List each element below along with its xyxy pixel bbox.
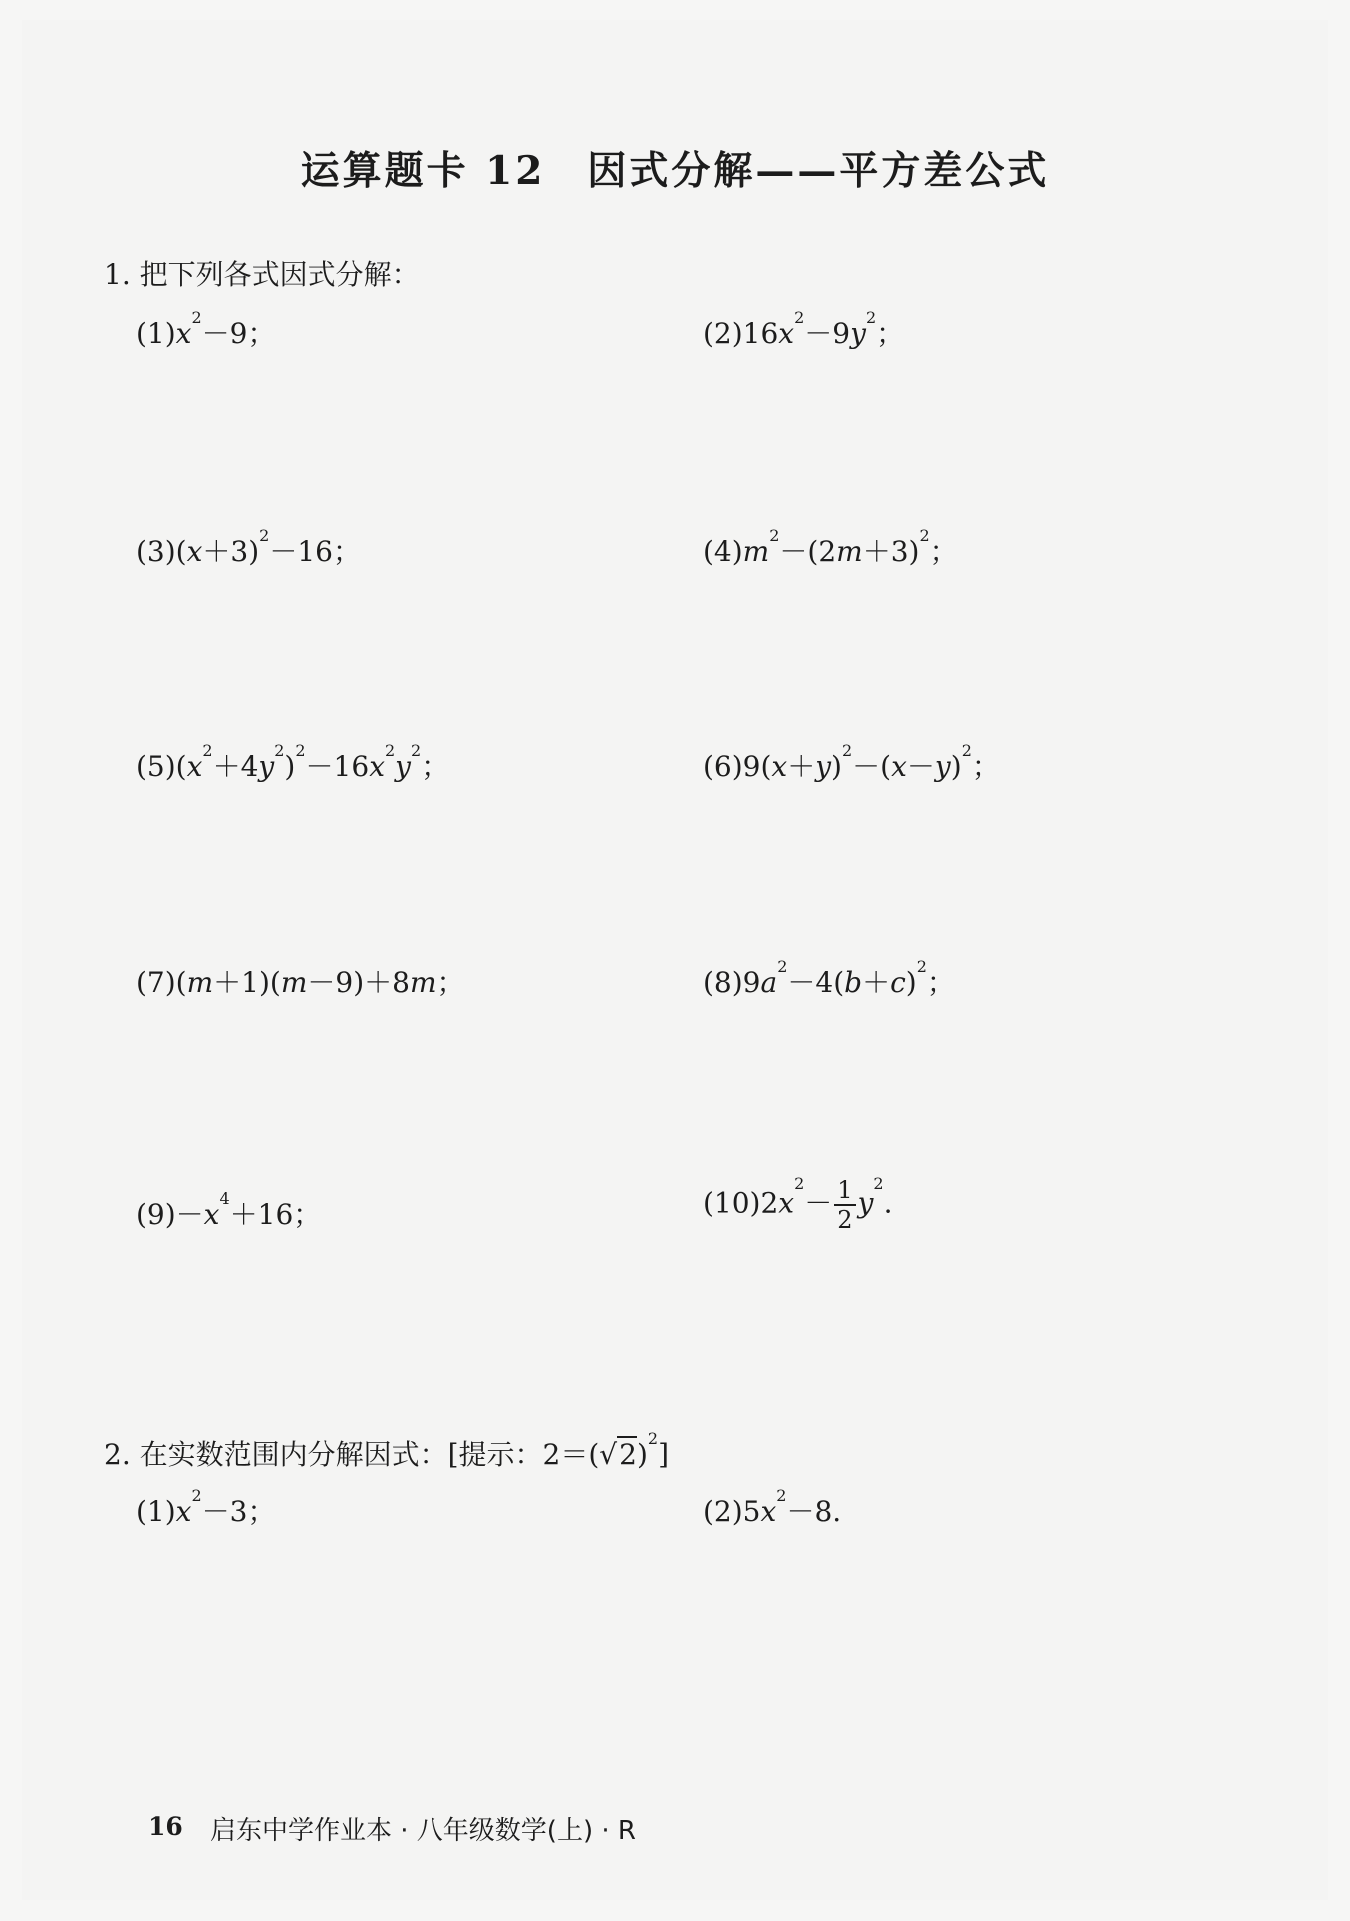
q1-item-7: (7)(m＋1)(m－9)＋8m； [136, 966, 465, 999]
q1-item-10: $(10)2x^2-$ $\frac{1}{2}$ $y^2$. [703, 1174, 893, 1234]
q1-item-1: $(1)x^2-9$； [136, 308, 276, 350]
q1-item-5: $(5)(x^2+4y^2)^2-16x^2y^2$； [136, 741, 450, 783]
q2-item-2: $(2)5x^2-8$. [703, 1486, 842, 1528]
page-title: 运算题卡 12 因式分解——平方差公式 [300, 148, 1050, 194]
book-title: 启东中学作业本 · 八年级数学(上) · R [210, 1816, 636, 1846]
page-number: 16 [148, 1812, 183, 1841]
q2-item-1: $(1)x^2-3$； [136, 1486, 276, 1528]
q1-item-6: $(6)9(x+y)^2-(x-y)^2$； [703, 741, 1000, 783]
q1-item-3: $(3)(x+3)^2-16$； [136, 526, 361, 568]
q1-item-9: $(9)-x^4+16$； [136, 1189, 322, 1231]
fraction-one-half: $\frac{1}{2}$ [834, 1178, 855, 1232]
page-sheet [22, 20, 1328, 1900]
q1-item-2: $(2)16x^2-9y^2$； [703, 308, 905, 350]
q1-item-8: $(8)9a^2-4(b+c)^2$； [703, 957, 955, 999]
question-2-prompt: 2. 在实数范围内分解因式：[提示：$2=(√2)^2$] [104, 1429, 670, 1471]
question-1-prompt: 1. 把下列各式因式分解： [104, 258, 420, 291]
q1-item-4: $(4)m^2-(2m+3)^2$； [703, 526, 958, 568]
